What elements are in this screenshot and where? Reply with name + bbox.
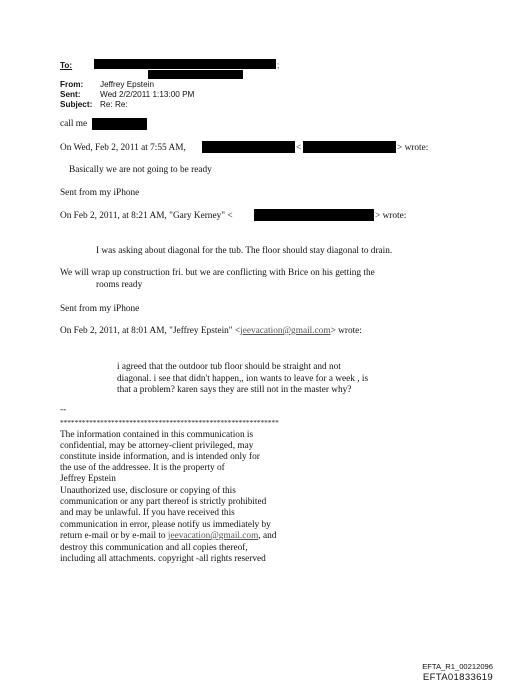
to-row	[60, 61, 72, 71]
signature-stars: ************************************************************	[60, 418, 279, 427]
signature-line-1: The information contained in this communication is	[60, 430, 254, 440]
quote3-intro-prefix: On Feb 2, 2011, at 8:01 AM, "Jeffrey Epstein" <	[60, 326, 241, 336]
signature-line-5: Jeffrey Epstein	[60, 474, 116, 484]
quote3-line-1: i agreed that the outdoor tub floor should be straight and not	[117, 362, 341, 372]
signature-line-9: communication in error, please notify us immediately by	[60, 520, 271, 530]
quote2-text: I was asking about diagonal for the tub. The floor should stay diagonal to drain.	[96, 246, 393, 256]
signature-email-link[interactable]: jeevacation@gmail.com	[167, 531, 259, 541]
sent-from-iphone-2: Sent from my iPhone	[60, 304, 140, 314]
subject-value: Re: Re:	[100, 100, 128, 109]
sent-row	[60, 90, 194, 100]
signature-closing-1: destroy this communication and all copies thereof,	[60, 543, 248, 553]
signature-return-line	[60, 531, 276, 543]
subject-row	[60, 100, 128, 110]
redacted-recipient-1	[94, 59, 276, 69]
quote2-intro-wrote: > wrote:	[375, 211, 407, 221]
from-value: Jeffrey Epstein	[100, 80, 155, 89]
sent-value: Wed 2/2/2011 1:13:00 PM	[100, 90, 195, 99]
sent-label: Sent:	[60, 90, 81, 99]
redacted-sender-email	[303, 141, 396, 153]
subject-label: Subject:	[60, 100, 93, 109]
signature-line-7: communication or any part thereof is strictly prohibited	[60, 497, 267, 507]
quote1-intro-lt: <	[296, 143, 302, 153]
redacted-phone	[92, 118, 147, 130]
signature-line-4: the use of the addressee. It is the property of	[60, 463, 225, 473]
quote3-email-link[interactable]: jeevacation@gmail.com	[240, 326, 331, 336]
to-label: To:	[60, 61, 73, 70]
redacted-kerney-email	[254, 209, 374, 221]
sent-from-iphone-1: Sent from my iPhone	[60, 188, 140, 198]
quote2-intro: On Feb 2, 2011, at 8:21 AM, "Gary Kerney" <	[60, 211, 233, 221]
wrapup-line-2: rooms ready	[96, 280, 143, 290]
signature-line-2: confidential, may be attorney-client privileged, may	[60, 441, 254, 451]
signature-return-suffix: , and	[258, 531, 277, 541]
redacted-recipient-2	[148, 70, 243, 79]
quote1-intro: On Wed, Feb 2, 2011 at 7:55 AM,	[60, 143, 186, 153]
signature-line-6: Unauthorized use, disclosure or copying of this	[60, 486, 236, 496]
signature-line-8: and may be unlawful. If you have received this	[60, 508, 235, 518]
quote3-line-3: that a problem? karen says they are still not in the master why?	[117, 385, 352, 395]
quote3-intro-suffix: > wrote:	[330, 326, 362, 336]
call-me-text: call me	[60, 119, 88, 129]
redacted-sender-name	[202, 141, 295, 153]
signature-return-prefix: return e-mail or by e-mail to	[60, 531, 168, 541]
wrapup-line-1: We will wrap up construction fri. but we are conflicting with Brice on his getting the	[60, 268, 375, 278]
quote1-intro-wrote: > wrote:	[397, 143, 429, 153]
footer-ref-2: EFTA01833619	[422, 672, 493, 683]
quote3-line-2: diagonal. i see that didn't happen,, ion wants to leave for a week , is	[117, 374, 369, 384]
from-label: From:	[60, 80, 84, 89]
signature-dashes: --	[60, 405, 67, 415]
footer-ref-1: EFTA_R1_00212096	[422, 662, 493, 671]
from-row	[60, 80, 154, 90]
quote1-text: Basically we are not going to be ready	[69, 165, 212, 175]
signature-line-3: constitute inside information, and is intended only for	[60, 452, 260, 462]
signature-closing-2: including all attachments. copyright -all rights reserved	[60, 554, 266, 564]
quote3-intro	[60, 326, 362, 338]
to-separator: ;	[277, 61, 280, 70]
